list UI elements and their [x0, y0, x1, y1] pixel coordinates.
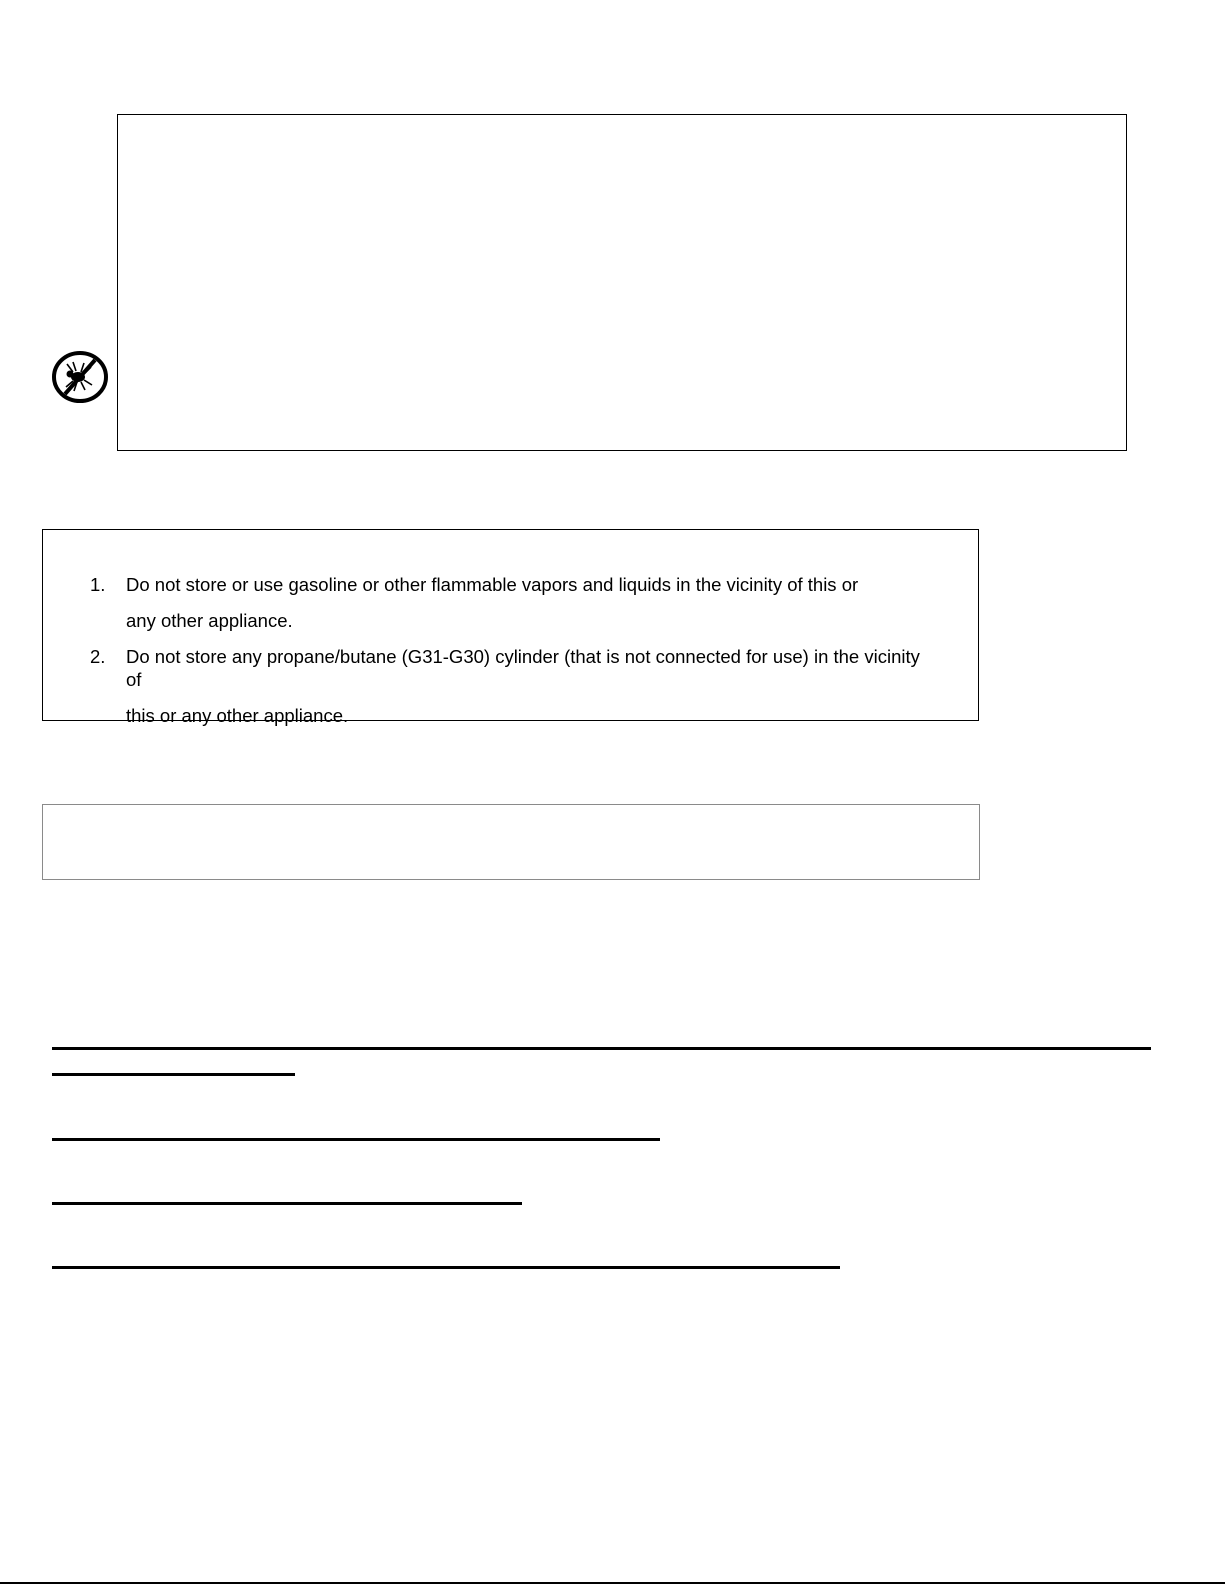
info-box-bottom [42, 804, 980, 880]
underline-rule [52, 1202, 522, 1205]
underline-rule [52, 1047, 1151, 1050]
underline-rule [52, 1266, 840, 1269]
underline-rule [52, 1138, 660, 1141]
warning-box-top [117, 114, 1127, 451]
list-text: of [126, 669, 142, 690]
underline-rule [52, 1073, 295, 1076]
list-text: any other appliance. [126, 610, 293, 631]
list-number: 2. [90, 646, 106, 667]
list-number: 1. [90, 574, 106, 595]
list-text: this or any other appliance. [126, 705, 349, 726]
list-text: Do not store any propane/butane (G31-G30) cylinder (that is not connected for use) in the vicinity [126, 646, 920, 667]
no-spider-icon [51, 350, 109, 404]
page-bottom-border [0, 1582, 1225, 1584]
safety-warning-box [42, 529, 979, 726]
list-text: Do not store or use gasoline or other flammable vapors and liquids in the vicinity of this or [126, 574, 859, 595]
